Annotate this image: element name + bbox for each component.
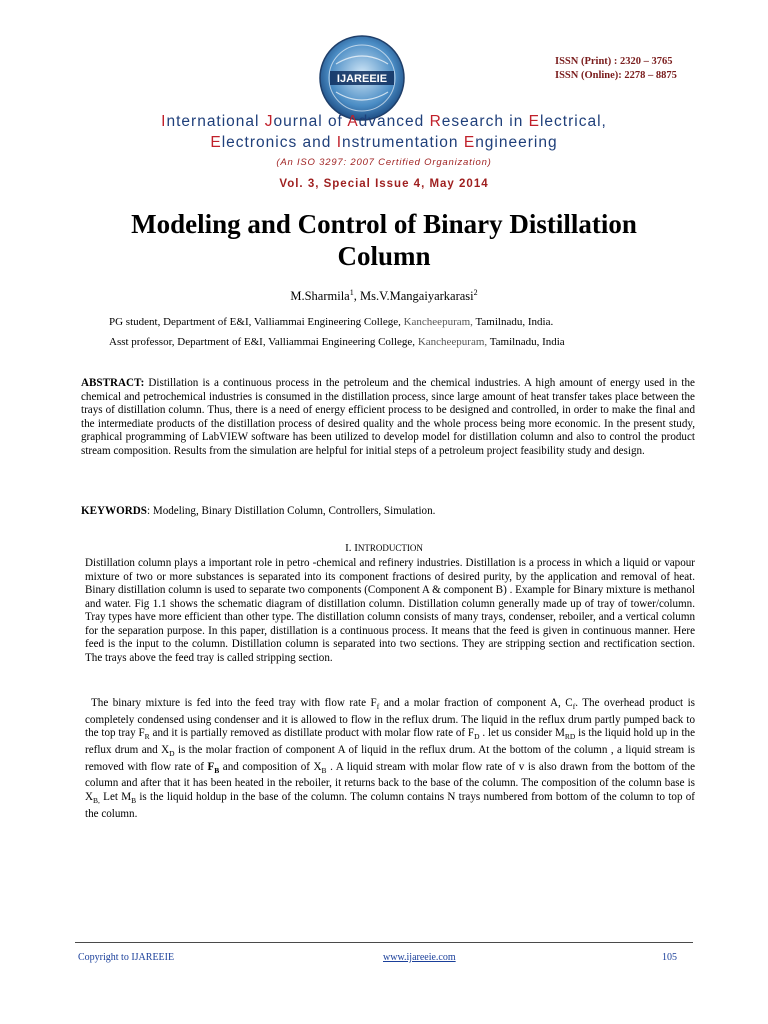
journal-cap: I xyxy=(161,113,167,130)
affiliation-1-text: PG student, Department of E&I, Valliammai Engineering College, xyxy=(109,316,404,328)
p2-text: . The overhead product is completely condensed using condenser and it is allowed to flow in the reflux drum. The liquid in the reflux drum partly pumped back to the top tray F xyxy=(85,697,695,740)
abstract-label: ABSTRACT: xyxy=(81,377,145,389)
journal-cap: E xyxy=(463,134,476,151)
journal-logo xyxy=(318,34,406,122)
journal-word: nstrumentation xyxy=(342,134,464,151)
journal-cap: E xyxy=(528,113,540,130)
volume-info: Vol. 3, Special Issue 4, May 2014 xyxy=(279,178,489,190)
p2-text: is the molar fraction of component A of liquid in the reflux drum. At the bottom of the column , a liquid stream is removed with flow rate of xyxy=(85,743,695,773)
author-1: M.Sharmila xyxy=(290,289,350,304)
journal-cap: R xyxy=(429,113,442,130)
section-number: I. I xyxy=(345,542,358,554)
affiliation-1-city: Kancheepuram, xyxy=(403,316,473,328)
p2-sub: D xyxy=(169,749,175,759)
p2-text: . let us consider M xyxy=(479,727,565,740)
p2-text: is the liquid holdup in the base of the column. The column contains N trays numbered from bottom of the column to top of the column. xyxy=(85,790,695,820)
affiliation-2-state: Tamilnadu, India xyxy=(487,336,565,348)
p2-bold: F xyxy=(207,760,215,773)
p2-sub: B xyxy=(214,765,220,775)
footer-rule xyxy=(75,942,693,943)
section-title: NTRODUCTION xyxy=(357,543,423,553)
journal-word: ournal of xyxy=(273,113,348,130)
journal-cap: I xyxy=(336,134,342,151)
journal-word: dvanced xyxy=(358,113,430,130)
section-heading-introduction xyxy=(60,542,708,554)
p2-text: . A liquid stream with molar flow rate of v is also drawn from the bottom of the column and after that it has been heated in the reboiler, it returns back to the base of the column. The composition of the column base is X xyxy=(85,760,696,803)
keywords xyxy=(81,505,695,519)
journal-word: nternational xyxy=(166,113,265,130)
p2-sub: B xyxy=(131,796,137,806)
journal-word: ngineering xyxy=(475,134,558,151)
abstract xyxy=(81,377,695,458)
journal-word: esearch in xyxy=(441,113,529,130)
affiliation-1-state: Tamilnadu, India. xyxy=(472,316,554,328)
p2-text: and composition of X xyxy=(219,760,322,773)
affiliation-2-text: Asst professor, Department of E&I, Valliammai Engineering College, xyxy=(109,336,418,348)
p2-sub: B xyxy=(321,765,327,775)
affiliation-1 xyxy=(109,316,553,328)
p2-text: and it is partially removed as distillate product with molar flow rate of F xyxy=(149,727,475,740)
iso-certification: (An ISO 3297: 2007 Certified Organization) xyxy=(276,157,492,168)
p2-sub: f xyxy=(376,702,380,712)
journal-cap: E xyxy=(210,134,222,151)
p2-text: and a molar fraction of component A, C xyxy=(379,697,573,709)
abstract-text: Distillation is a continuous process in the petroleum and the chemical industries. A high amount of energy used in the chemical and petrochemical industries is consumed in the distillation process, since large amount of heat transfer takes place between the trays of distillation column. Thus, there is a need of energy efficient process to be designed and controlled, in order to make the final and the intermediate products of the distillation process of desired quality and the whole process being more economic. In the present study, graphical programming of LabVIEW software has been utilized to develop model for distillation column and also to control the product stream composition. Results from the simulation are helpful for initial steps of a petroleum project feasibility study and design. xyxy=(81,377,695,457)
p2-text: is the liquid hold up in the reflux drum and X xyxy=(85,727,695,756)
journal-cap: J xyxy=(264,113,274,130)
footer-website-link[interactable]: www.ijareeie.com xyxy=(383,952,456,963)
footer-copyright: Copyright to IJAREEIE xyxy=(78,952,175,963)
paper-title-line2: Column xyxy=(337,241,431,271)
p2-sub: RD xyxy=(564,732,576,742)
p2-text: The binary mixture is fed into the feed tray with flow rate F xyxy=(91,697,377,709)
issn-print: ISSN (Print) : 2320 – 3765 xyxy=(555,56,673,67)
intro-paragraph-1: Distillation column plays a important role in petro -chemical and refinery industries. Distillation is a process in which a liquid or vapour mixture of two or more substances is separated into its component fractions of desired purity, by the application and removal of heat. Binary distillation column is used to separate two components (Component A & component B) . Example for Binary mixture is methanol and water. Fig 1.1 shows the schematic diagram of distillation column. Distillation column generally made up of tray of tower/column. Tray types have more efficient than other type. The distillation column consists of many trays, condenser, reboiler, and a vertical column for the separation purpose. In this paper, distillation is a continuous process. It means that the feed is given in continuous manner. Here feed is the input to the column. Distillation column is separated into two sections. They are stripping section and rectification section. The trays above the feed tray is called stripping section. xyxy=(85,557,695,664)
author-2-sup: 2 xyxy=(473,288,478,297)
logo-text: IJAREEIE xyxy=(336,73,388,85)
intro-paragraph-2 xyxy=(85,697,695,821)
journal-name-line2 xyxy=(60,134,708,152)
p2-sub: D xyxy=(474,732,480,742)
authors xyxy=(60,288,708,304)
keywords-label: KEYWORDS xyxy=(81,505,147,517)
paper-title xyxy=(60,208,708,272)
keywords-text: : Modeling, Binary Distillation Column, Controllers, Simulation. xyxy=(146,505,436,517)
page-number: 105 xyxy=(662,952,677,963)
author-1-sup: 1 xyxy=(349,288,354,297)
p2-sub: f xyxy=(572,702,576,712)
affiliation-2-city: Kancheepuram, xyxy=(417,336,488,348)
journal-name-line1 xyxy=(60,113,708,131)
journal-word: lectronics and xyxy=(221,134,337,151)
journal-cap: A xyxy=(347,113,359,130)
p2-text: Let M xyxy=(99,790,132,803)
p2-sub: R xyxy=(144,732,150,742)
journal-word: lectrical, xyxy=(539,113,607,130)
author-2: , Ms.V.Mangaiyarkarasi xyxy=(353,289,474,304)
affiliation-2 xyxy=(109,336,565,348)
p2-sub: B, xyxy=(93,796,100,806)
issn-block xyxy=(555,55,677,83)
paper-title-line1: Modeling and Control of Binary Distillation xyxy=(131,209,637,239)
issn-online: ISSN (Online): 2278 – 8875 xyxy=(555,70,677,81)
